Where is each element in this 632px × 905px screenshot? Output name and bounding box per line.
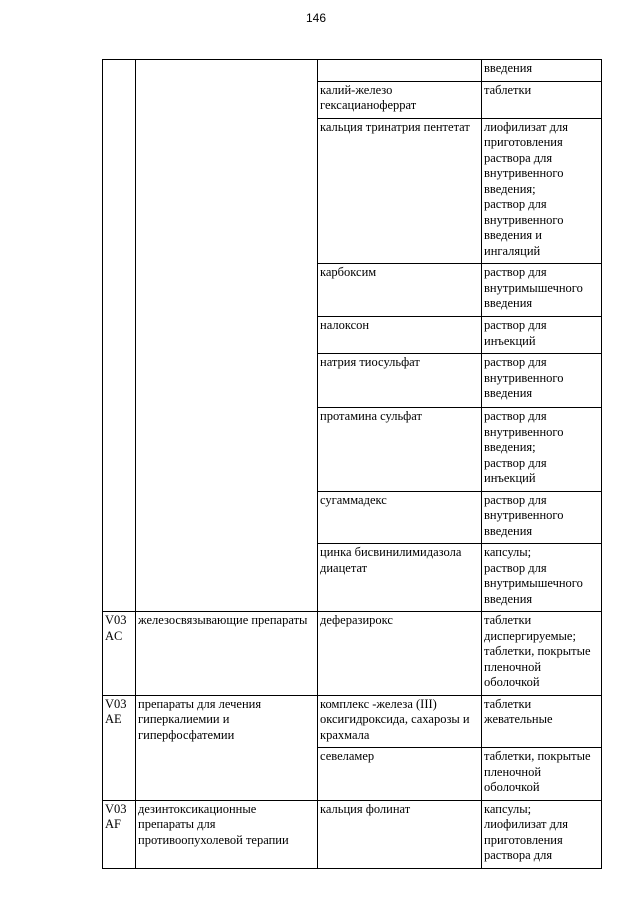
form-cell: раствор для внутривенного введения; раствор для инъекций	[482, 408, 602, 492]
code-cell: V03 AF	[103, 800, 136, 868]
table-row	[103, 800, 602, 868]
group-cell: железосвязывающие препараты	[136, 612, 318, 696]
drug-cell: карбоксим	[318, 264, 482, 317]
code-cell	[103, 60, 136, 612]
drug-cell: цинка бисвинилимидазола диацетат	[318, 544, 482, 612]
form-cell: раствор для инъекций	[482, 317, 602, 354]
drug-cell: деферазирокс	[318, 612, 482, 696]
drug-cell: налоксон	[318, 317, 482, 354]
form-cell: капсулы; лиофилизат для приготовления раствора для	[482, 800, 602, 868]
drug-table	[102, 59, 602, 869]
group-cell: препараты для лечения гиперкалиемии и гиперфосфатемии	[136, 695, 318, 800]
form-cell: лиофилизат для приготовления раствора для внутривенного введения; раствор для внутривенного введения и ингаляций	[482, 118, 602, 264]
form-cell: введения	[482, 60, 602, 82]
form-cell: таблетки, покрытые пленочной оболочкой	[482, 748, 602, 801]
drug-cell: кальция тринатрия пентетат	[318, 118, 482, 264]
drug-cell	[318, 60, 482, 82]
form-cell: таблетки жевательные	[482, 695, 602, 748]
group-cell: дезинтоксикационные препараты для противоопухолевой терапии	[136, 800, 318, 868]
drug-cell: натрия тиосульфат	[318, 354, 482, 408]
form-cell: таблетки диспергируемые; таблетки, покрытые пленочной оболочкой	[482, 612, 602, 696]
drug-cell: кальция фолинат	[318, 800, 482, 868]
table-row	[103, 60, 602, 82]
code-cell: V03 AC	[103, 612, 136, 696]
table-row	[103, 695, 602, 748]
code-cell: V03 AE	[103, 695, 136, 800]
drug-cell: калий-железо гексацианоферрат	[318, 81, 482, 118]
drug-cell: протамина сульфат	[318, 408, 482, 492]
group-cell	[136, 60, 318, 612]
form-cell: раствор для внутримышечного введения	[482, 264, 602, 317]
table-row	[103, 612, 602, 696]
drug-cell: сугаммадекс	[318, 491, 482, 544]
form-cell: раствор для внутривенного введения	[482, 491, 602, 544]
page-number: 146	[305, 11, 327, 25]
form-cell: раствор для внутривенного введения	[482, 354, 602, 408]
form-cell: капсулы; раствор для внутримышечного введения	[482, 544, 602, 612]
drug-cell: севеламер	[318, 748, 482, 801]
form-cell: таблетки	[482, 81, 602, 118]
drug-cell: комплекс -железа (III) оксигидроксида, сахарозы и крахмала	[318, 695, 482, 748]
